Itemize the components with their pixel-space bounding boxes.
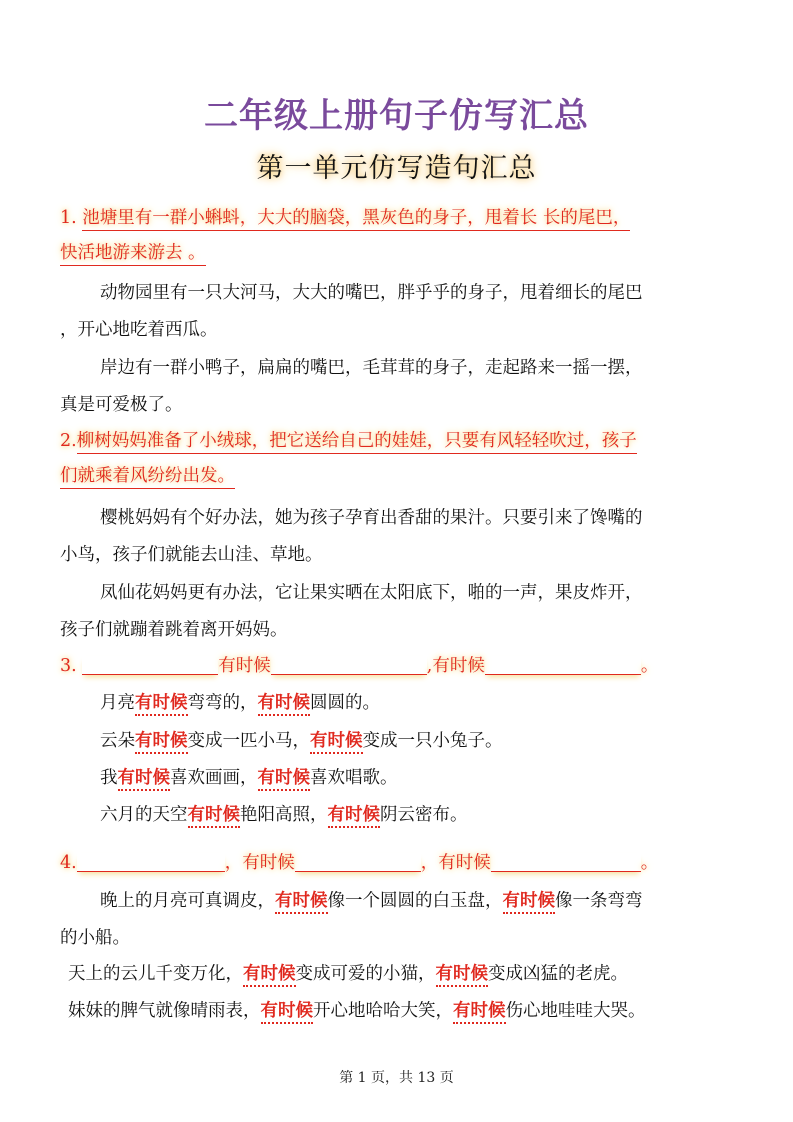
keyword: 有时候 bbox=[258, 768, 311, 791]
model-sentence: 快活地游来游去 。 bbox=[60, 243, 206, 266]
keyword: 有时候 bbox=[261, 1001, 314, 1024]
example-text: 变成凶猛的老虎。 bbox=[488, 964, 628, 984]
pattern-comma: , bbox=[426, 656, 433, 676]
example-text: 我 bbox=[100, 768, 118, 788]
model-sentence: 们就乘着风纷纷出发。 bbox=[60, 466, 235, 489]
item-1-model-line-2 bbox=[60, 242, 206, 264]
page-footer: 第 1 页，共 13 页 bbox=[339, 1070, 454, 1086]
keyword: 有时候 bbox=[310, 731, 363, 754]
item-number: 1. bbox=[60, 208, 77, 228]
item-2-model-line-1 bbox=[60, 430, 637, 452]
example-text: 伤心地哇哇大哭。 bbox=[505, 1001, 646, 1021]
example-sentence bbox=[68, 963, 628, 985]
model-sentence: 池塘里有一群小蝌蚪，大大的脑袋，黑灰色的身子，甩着长 长的尾巴， bbox=[82, 208, 630, 231]
pattern-end: 。 bbox=[640, 853, 659, 873]
example-text: 阴云密布。 bbox=[380, 805, 468, 825]
keyword: 有时候 bbox=[188, 805, 241, 828]
example-text: 六月的天空 bbox=[100, 805, 188, 825]
pattern-word: ，有时候 bbox=[224, 853, 295, 873]
example-sentence bbox=[100, 890, 643, 912]
example-text: 月亮 bbox=[100, 693, 135, 713]
example-text: 云朵 bbox=[100, 731, 135, 751]
example-sentence: 岸边有一群小鸭子，扁扁的嘴巴，毛茸茸的身子，走起路来一摇一摆， bbox=[100, 358, 643, 378]
example-text: 天上的云儿千变万化， bbox=[68, 964, 243, 984]
keyword: 有时候 bbox=[503, 891, 556, 914]
page-title: 二年级上册句子仿写汇总 bbox=[204, 96, 589, 136]
example-sentence: 孩子们就蹦着跳着离开妈妈。 bbox=[60, 620, 288, 640]
example-text: 喜欢唱歌。 bbox=[310, 768, 398, 788]
blank-line bbox=[82, 656, 218, 675]
keyword: 有时候 bbox=[275, 891, 328, 914]
example-sentence: 动物园里有一只大河马，大大的嘴巴，胖乎乎的身子，甩着细长的尾巴 bbox=[100, 283, 643, 303]
example-sentence: 小鸟，孩子们就能去山洼、草地。 bbox=[60, 545, 323, 565]
example-sentence: 的小船。 bbox=[60, 928, 130, 948]
keyword: 有时候 bbox=[453, 1001, 506, 1024]
example-text: 变成一只小兔子。 bbox=[362, 731, 503, 751]
blank-line bbox=[485, 656, 641, 675]
example-text: 开心地哈哈大笑， bbox=[313, 1001, 453, 1021]
item-4-pattern bbox=[60, 852, 658, 874]
example-text: 圆圆的。 bbox=[310, 693, 380, 713]
blank-line bbox=[491, 853, 641, 872]
model-sentence: 柳树妈妈准备了小绒球，把它送给自己的娃娃，只要有风轻轻吹过，孩子 bbox=[77, 431, 637, 454]
blank-line bbox=[295, 853, 421, 872]
item-number: 4. bbox=[60, 853, 77, 873]
pattern-end: 。 bbox=[640, 656, 659, 676]
item-number: 3. bbox=[60, 656, 77, 676]
example-sentence bbox=[100, 804, 468, 826]
example-sentence: 樱桃妈妈有个好办法，她为孩子孕育出香甜的果汁。只要引来了馋嘴的 bbox=[100, 508, 643, 528]
example-text: 喜欢画画， bbox=[170, 768, 258, 788]
item-3-pattern bbox=[60, 655, 658, 677]
item-number: 2. bbox=[60, 431, 77, 451]
blank-line bbox=[77, 853, 225, 872]
pattern-word: ，有时候 bbox=[420, 853, 491, 873]
keyword: 有时候 bbox=[135, 731, 188, 754]
example-text: 变成一匹小马， bbox=[187, 731, 310, 751]
example-sentence bbox=[68, 1000, 646, 1022]
keyword: 有时候 bbox=[436, 964, 489, 987]
example-text: 艳阳高照， bbox=[240, 805, 328, 825]
keyword: 有时候 bbox=[118, 768, 171, 791]
example-text: 晚上的月亮可真调皮， bbox=[100, 891, 275, 911]
example-sentence: 凤仙花妈妈更有办法，它让果实晒在太阳底下，啪的一声，果皮炸开， bbox=[100, 583, 643, 603]
example-text: 弯弯的， bbox=[187, 693, 258, 713]
keyword: 有时候 bbox=[258, 693, 311, 716]
keyword: 有时候 bbox=[135, 693, 188, 716]
page-subtitle: 第一单元仿写造句汇总 bbox=[256, 153, 537, 184]
example-sentence: 真是可爱极了。 bbox=[60, 395, 183, 415]
example-text: 妹妹的脾气就像晴雨表， bbox=[68, 1001, 261, 1021]
pattern-word: 有时候 bbox=[432, 656, 485, 676]
item-1-model-line-1 bbox=[60, 207, 630, 229]
example-sentence: ，开心地吃着西瓜。 bbox=[60, 320, 218, 340]
blank-line bbox=[271, 656, 427, 675]
example-sentence bbox=[100, 767, 398, 789]
pattern-word: 有时候 bbox=[218, 656, 271, 676]
example-sentence bbox=[100, 730, 503, 752]
example-sentence bbox=[100, 692, 380, 714]
example-text: 像一条弯弯 bbox=[555, 891, 643, 911]
example-text: 变成可爱的小猫， bbox=[295, 964, 436, 984]
keyword: 有时候 bbox=[243, 964, 296, 987]
keyword: 有时候 bbox=[328, 805, 381, 828]
item-2-model-line-2 bbox=[60, 465, 235, 487]
example-text: 像一个圆圆的白玉盘， bbox=[327, 891, 503, 911]
